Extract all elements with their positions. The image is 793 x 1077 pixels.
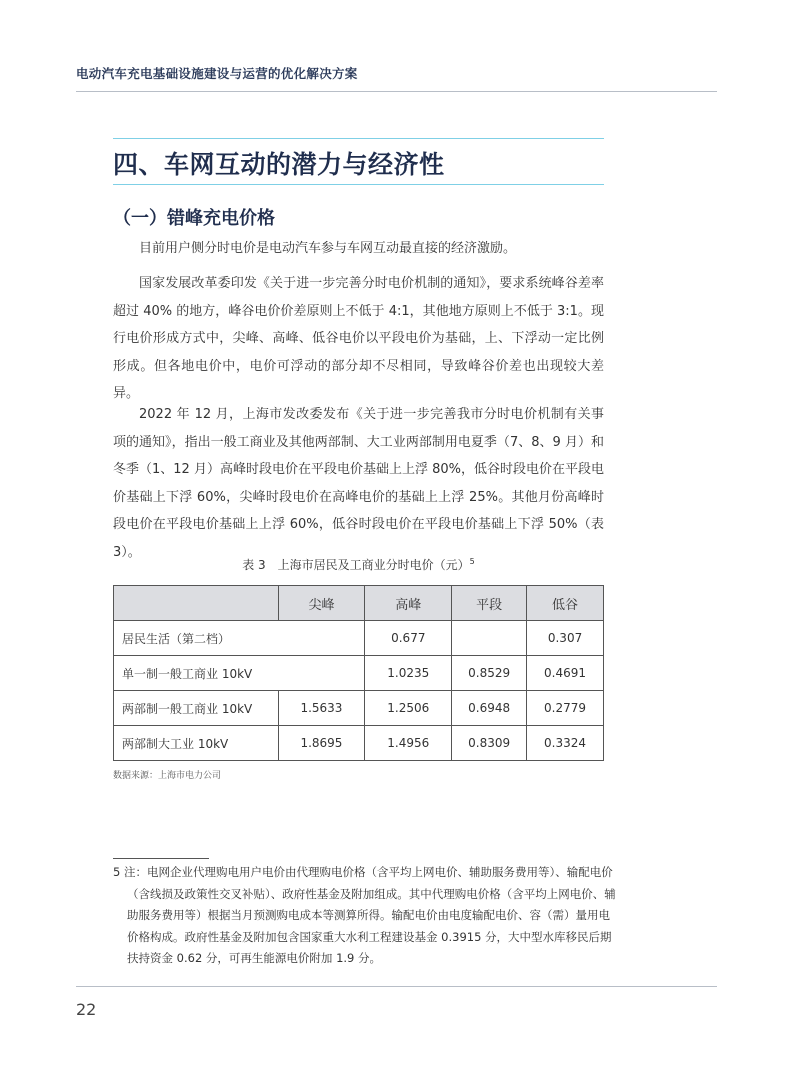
table-cell: 0.4691 bbox=[527, 656, 604, 691]
table-header-cell: 高峰 bbox=[365, 586, 452, 621]
running-header: 电动汽车充电基础设施建设与运营的优化解决方案 bbox=[76, 66, 358, 81]
table-row bbox=[114, 656, 604, 691]
table-cell: 1.2506 bbox=[365, 691, 452, 726]
section-title: （一）错峰充电价格 bbox=[113, 208, 275, 229]
paragraph: 2022 年 12 月，上海市发改委发布《关于进一步完善我市分时电价机制有关事项的通知》，指出一般工商业及其他两部制、大工业两部制用电夏季（7、8、9 月）和冬季（1、12 月）高峰时段电价在平段电价基础上上浮 80%，低谷时段电价在平段电价基础上下浮 60%，尖峰时段电价在高峰电价的基础上上浮 25%。其他月份高峰时段电价在平段电价基础上上浮 60%，低谷时段电价在平段电价基础上下浮 50%（表 3）。 bbox=[113, 407, 604, 560]
table-cell: 0.677 bbox=[365, 621, 452, 656]
row-label: 居民生活（第二档） bbox=[114, 621, 365, 656]
footnote-ref: 5 bbox=[469, 557, 475, 566]
table-header-cell bbox=[114, 586, 279, 621]
table-cell: 1.8695 bbox=[278, 726, 365, 761]
table-header-cell: 低谷 bbox=[527, 586, 604, 621]
table-cell: 0.307 bbox=[527, 621, 604, 656]
table-cell: 1.0235 bbox=[365, 656, 452, 691]
price-table bbox=[113, 585, 604, 761]
paragraph: 国家发展改革委印发《关于进一步完善分时电价机制的通知》，要求系统峰谷差率超过 40% 的地方，峰谷电价价差原则上不低于 4:1，其他地方原则上不低于 3:1。现行电价形成方式中，尖峰、高峰、低谷电价以平段电价为基础，上、下浮动一定比例形成。但各地电价中，电价可浮动的部分却不尽相同，导致峰谷价差也出现较大差异。 bbox=[113, 276, 604, 401]
table-cell: 0.8529 bbox=[452, 656, 527, 691]
table-cell: 0.8309 bbox=[452, 726, 527, 761]
footnote: 5 注：电网企业代理购电用户电价由代理购电价格（含平均上网电价、辅助服务费用等）、输配电价（含线损及政策性交叉补贴）、政府性基金及附加组成。其中代理购电价格（含平均上网电价、辅助服务费用等）根据当月预测购电成本等测算所得。输配电价由电度输配电价、容（需）量用电价格构成。政府性基金及附加包含国家重大水利工程建设基金 0.3915 分，大中型水库移民后期扶持资金 0.62 分，可再生能源电价附加 1.9 分。 bbox=[113, 865, 616, 965]
chapter-bottom-divider bbox=[113, 184, 604, 185]
table-caption-text: 表 3 上海市居民及工商业分时电价（元） bbox=[242, 558, 470, 572]
table-cell: 0.3324 bbox=[527, 726, 604, 761]
table-caption bbox=[113, 556, 604, 573]
chapter-top-divider bbox=[113, 138, 604, 139]
table-header-row bbox=[114, 586, 604, 621]
table-header-cell: 尖峰 bbox=[278, 586, 365, 621]
table-cell bbox=[452, 621, 527, 656]
row-label: 两部制一般工商业 10kV bbox=[114, 691, 279, 726]
table-cell: 1.5633 bbox=[278, 691, 365, 726]
header-divider bbox=[76, 91, 717, 92]
footer-divider bbox=[76, 986, 717, 987]
chapter-title: 四、车网互动的潜力与经济性 bbox=[113, 150, 445, 179]
table-cell: 0.2779 bbox=[527, 691, 604, 726]
footnote-divider bbox=[113, 858, 209, 859]
page-number: 22 bbox=[76, 1000, 97, 1019]
table-row bbox=[114, 726, 604, 761]
table-cell: 1.4956 bbox=[365, 726, 452, 761]
paragraph: 目前用户侧分时电价是电动汽车参与车网互动最直接的经济激励。 bbox=[139, 241, 517, 256]
row-label: 两部制大工业 10kV bbox=[114, 726, 279, 761]
table-row bbox=[114, 621, 604, 656]
table-source-note: 数据来源：上海市电力公司 bbox=[113, 771, 222, 781]
table-cell: 0.6948 bbox=[452, 691, 527, 726]
row-label: 单一制一般工商业 10kV bbox=[114, 656, 365, 691]
table-header-cell: 平段 bbox=[452, 586, 527, 621]
table-row bbox=[114, 691, 604, 726]
